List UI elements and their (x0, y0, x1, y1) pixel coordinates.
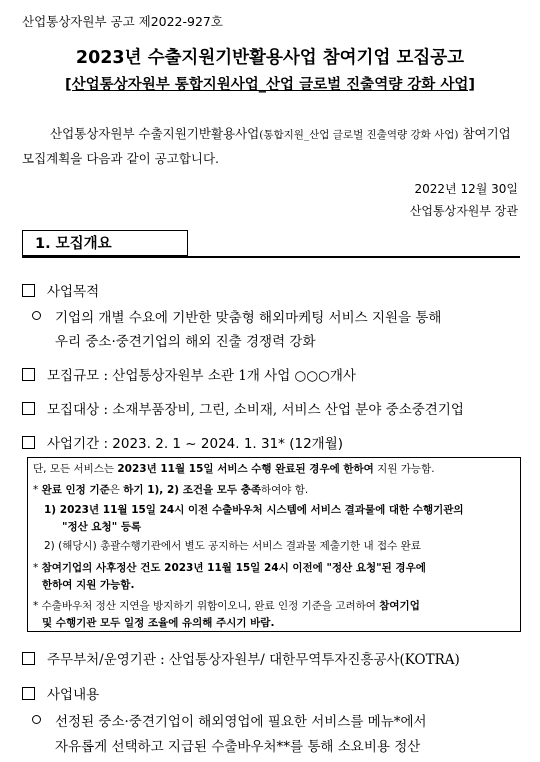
circle-bullet-icon (32, 715, 41, 724)
content-text-1: 선정된 중소·중견기업이 해외영업에 필요한 서비스를 메뉴*에서 (55, 714, 427, 730)
circle-bullet-icon (32, 311, 41, 320)
checkbox-square-icon (22, 402, 35, 415)
note5-star: * (33, 562, 42, 574)
agency-item (22, 648, 460, 668)
note6-a: * 수출바우처 정산 지연을 방지하기 위함이오니, 완료 인정 기준을 고려하여 (33, 600, 380, 612)
note2-d: 하기 1), 2) 조건을 모두 충족 (123, 484, 262, 496)
period-text: 사업기간 : 2023. 2. 1 ~ 2024. 1. 31* (12개월) (47, 436, 344, 452)
intro-part1: 산업통상자원부 수출지원기반활용사업 (50, 126, 260, 141)
content-item (22, 683, 99, 703)
note5-text: 참여기업의 사후정산 건도 2023년 11월 15일 24시 이전에 "정산 요청"된 경우에 (41, 562, 426, 574)
intro-paragraph (22, 122, 520, 171)
intro-part2: (통합지원_산업 글로벌 진출역량 강화 사업) (259, 129, 459, 141)
note1-b: 2023년 11월 15일 서비스 수행 완료된 경우에 한하여 (117, 463, 374, 475)
note2-e: 하여야 함. (261, 484, 309, 496)
intro-part3: 참여기업 모집계획을 다음과 같이 공고합니다. (22, 126, 511, 166)
content-line1 (32, 710, 427, 730)
note-line3-cont: "정산 요청" 등록 (62, 521, 142, 533)
note-line1 (33, 461, 435, 476)
note-line2 (33, 482, 308, 497)
checkbox-square-icon (22, 687, 35, 700)
note-line6-cont: 및 수행기관 모두 일정 조율에 유의해 주시기 바람. (42, 617, 275, 629)
page-subtitle: [산업통상자원부 통합지원사업_산업 글로벌 진출역량 강화 사업] (65, 77, 475, 93)
agency-text: 주무부처/운영기관 : 산업통상자원부/ 대한무역투자진흥공사(KOTRA) (47, 652, 460, 668)
purpose-item (22, 280, 99, 300)
note2-b: 완료 인정 기준 (41, 484, 110, 496)
note1-a: 단, 모든 서비스는 (33, 463, 118, 475)
note-line4: 2) (해당시) 총괄수행기관에서 별도 공지하는 서비스 결과물 제출기한 내 접수 완료 (44, 540, 421, 552)
note1-c: 지원 가능함. (373, 463, 435, 475)
target-item (22, 398, 464, 418)
page-title: 2023년 수출지원기반활용사업 참여기업 모집공고 (75, 48, 465, 68)
target-text: 모집대상 : 소재부품장비, 그린, 소비재, 서비스 산업 분야 중소중견기업 (47, 402, 464, 418)
purpose-line2: 우리 중소·중견기업의 해외 진출 경쟁력 강화 (55, 334, 316, 350)
scale-text: 모집규모 : 산업통상자원부 소관 1개 사업 ○○○개사 (47, 368, 356, 384)
note2-c: 은 (109, 484, 124, 496)
notice-signer: 산업통상자원부 장관 (409, 204, 518, 218)
notice-date: 2022년 12월 30일 (414, 182, 518, 196)
purpose-label: 사업목적 (47, 284, 100, 300)
note2-a: * (33, 484, 42, 496)
purpose-text-1: 기업의 개별 수요에 기반한 맞춤형 해외마케팅 서비스 지원을 통해 (55, 310, 442, 326)
section-divider (188, 256, 520, 258)
period-item (22, 432, 343, 452)
notice-number: 산업통상자원부 공고 제2022-927호 (22, 14, 223, 29)
checkbox-square-icon (22, 652, 35, 665)
note6-b: 참여기업 (379, 600, 420, 612)
scale-item (22, 364, 356, 384)
checkbox-square-icon (22, 284, 35, 297)
content-line2: 자유롭게 선택하고 지급된 수출바우처**를 통해 소요비용 정산 (55, 739, 421, 755)
note-line5-cont: 한하여 지원 가능함. (42, 579, 135, 591)
note-line5 (33, 560, 426, 575)
content-label: 사업내용 (47, 687, 100, 703)
note-line3: 1) 2023년 11월 15일 24시 이전 수출바우처 시스템에 서비스 결과물에 대한 수행기관의 (44, 504, 464, 516)
checkbox-square-icon (22, 436, 35, 449)
purpose-line1 (32, 306, 441, 326)
section-heading: 1. 모집개요 (22, 230, 188, 258)
note-line6 (33, 598, 420, 613)
checkbox-square-icon (22, 368, 35, 381)
